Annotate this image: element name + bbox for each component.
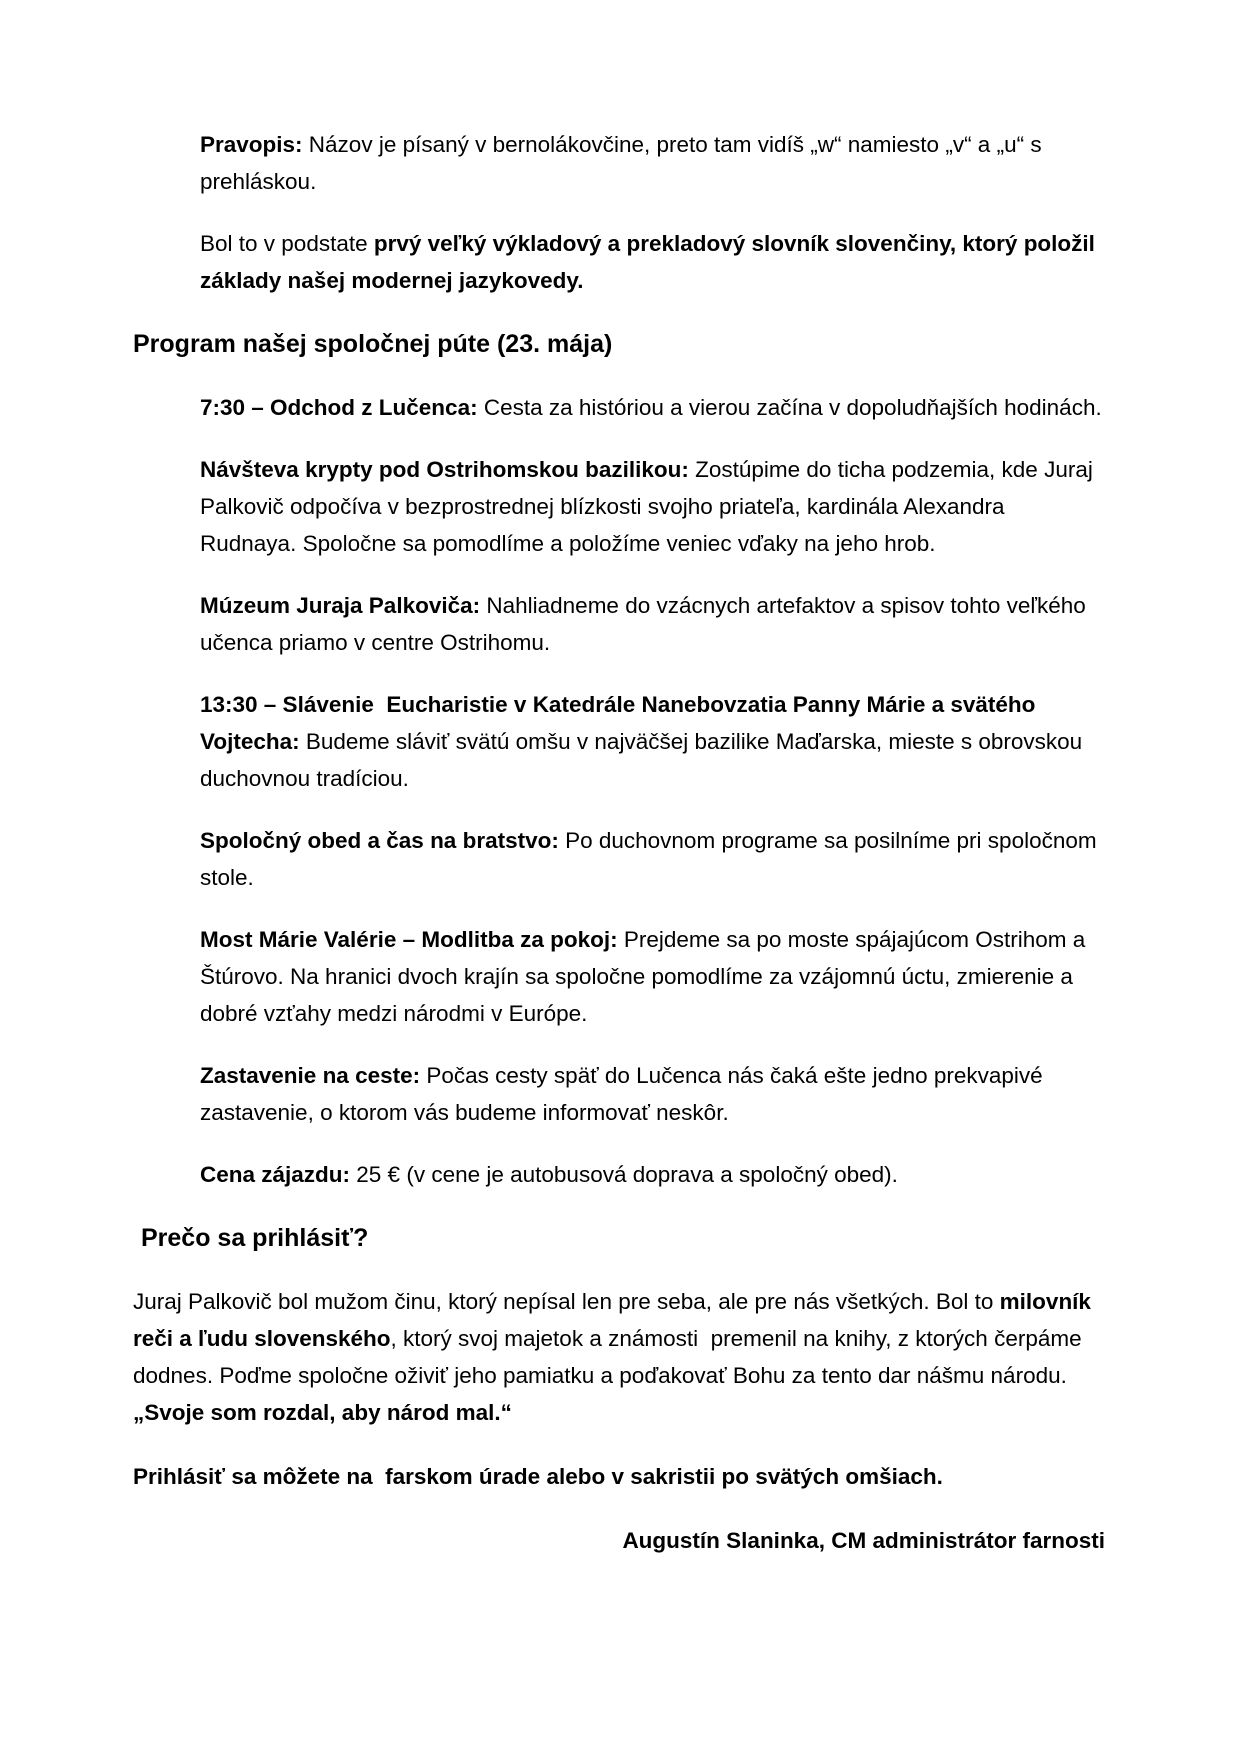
program-item-muzeum (200, 587, 1105, 661)
program-item-body: Po duchovnom programe sa posilníme pri spoločnom stole. (200, 828, 1103, 890)
why-run-4: „Svoje som rozdal, aby národ mal.“ (133, 1400, 512, 1425)
program-item-lead: Zastavenie na ceste: (200, 1063, 421, 1088)
bol-to-body: prvý veľký výkladový a prekladový slovník slovenčiny, ktorý položil základy našej modernej jazykovedy. (200, 231, 1102, 293)
paragraph-why (133, 1283, 1105, 1431)
why-heading: Prečo sa prihlásiť? (141, 1224, 369, 1252)
program-item-zastavenie (200, 1057, 1105, 1131)
program-item-obed (200, 822, 1105, 896)
program-item-lead: Návšteva krypty pod Ostrihomskou bazilikou: (200, 457, 689, 482)
program-item-lead: 7:30 – Odchod z Lučenca: (200, 395, 478, 420)
program-item-body: Počas cesty späť do Lučenca nás čaká ešte jedno prekvapivé zastavenie, o ktorom vás budeme informovať neskôr. (200, 1063, 1049, 1125)
program-item-eucharistia (200, 686, 1105, 797)
program-item-cena (200, 1156, 1105, 1193)
program-item-most (200, 921, 1105, 1032)
program-item-odchod (200, 389, 1105, 426)
signup-line: Prihlásiť sa môžete na farskom úrade alebo v sakristii po svätých omšiach. (133, 1464, 943, 1489)
bol-to-lead: Bol to v podstate (200, 231, 374, 256)
program-item-body: 25 € (v cene je autobusová doprava a spoločný obed). (350, 1162, 898, 1187)
program-item-lead: Most Márie Valérie – Modlitba za pokoj: (200, 927, 618, 952)
why-run-1: Juraj Palkovič bol mužom činu, ktorý nepísal len pre seba, ale pre nás všetkých. Bol to (133, 1289, 1000, 1314)
program-item-lead: Múzeum Juraja Palkoviča: (200, 593, 481, 618)
program-item-lead: 13:30 – Slávenie Eucharistie v Katedrále Nanebovzatia Panny Márie a svätého Vojtecha: (200, 692, 1042, 754)
program-item-krypta (200, 451, 1105, 562)
program-item-body: Prejdeme sa po moste spájajúcom Ostrihom a Štúrovo. Na hranici dvoch krajín sa spoločne pomodlíme za vzájomnú úctu, zmierenie a dobré vzťahy medzi národmi v Európe. (200, 927, 1092, 1026)
pravopis-lead: Pravopis: (200, 132, 303, 157)
program-item-body: Nahliadneme do vzácnych artefaktov a spisov tohto veľkého učenca priamo v centre Ostrihomu. (200, 593, 1093, 655)
why-run-3: , ktorý svoj majetok a známosti premenil na knihy, z ktorých čerpáme dodnes. Poďme spoločne oživiť jeho pamiatku a poďakovať Bohu za tento dar nášmu národu. (133, 1326, 1088, 1388)
paragraph-pravopis (200, 126, 1105, 200)
program-item-body: Zostúpime do ticha podzemia, kde Juraj Palkovič odpočíva v bezprostrednej blízkosti svojho priateľa, kardinála Alexandra Rudnaya. Spoločne sa pomodlíme a položíme veniec vďaky na jeho hrob. (200, 457, 1100, 556)
program-heading: Program našej spoločnej púte (23. mája) (133, 330, 613, 358)
program-item-body: Cesta za históriou a vierou začína v dopoludňajších hodinách. (477, 395, 1102, 420)
program-item-lead: Spoločný obed a čas na bratstvo: (200, 828, 559, 853)
paragraph-bol-to (200, 225, 1105, 299)
signature-line: Augustín Slaninka, CM administrátor farnosti (622, 1528, 1105, 1553)
program-item-lead: Cena zájazdu: (200, 1162, 351, 1187)
program-item-body: Budeme sláviť svätú omšu v najväčšej bazilike Maďarska, mieste s obrovskou duchovnou tradíciou. (200, 729, 1089, 791)
why-run-2: milovník reči a ľudu slovenského (133, 1289, 1098, 1351)
pravopis-body: Názov je písaný v bernolákovčine, preto tam vidíš „w“ namiesto „v“ a „u“ s prehláskou. (200, 132, 1048, 194)
